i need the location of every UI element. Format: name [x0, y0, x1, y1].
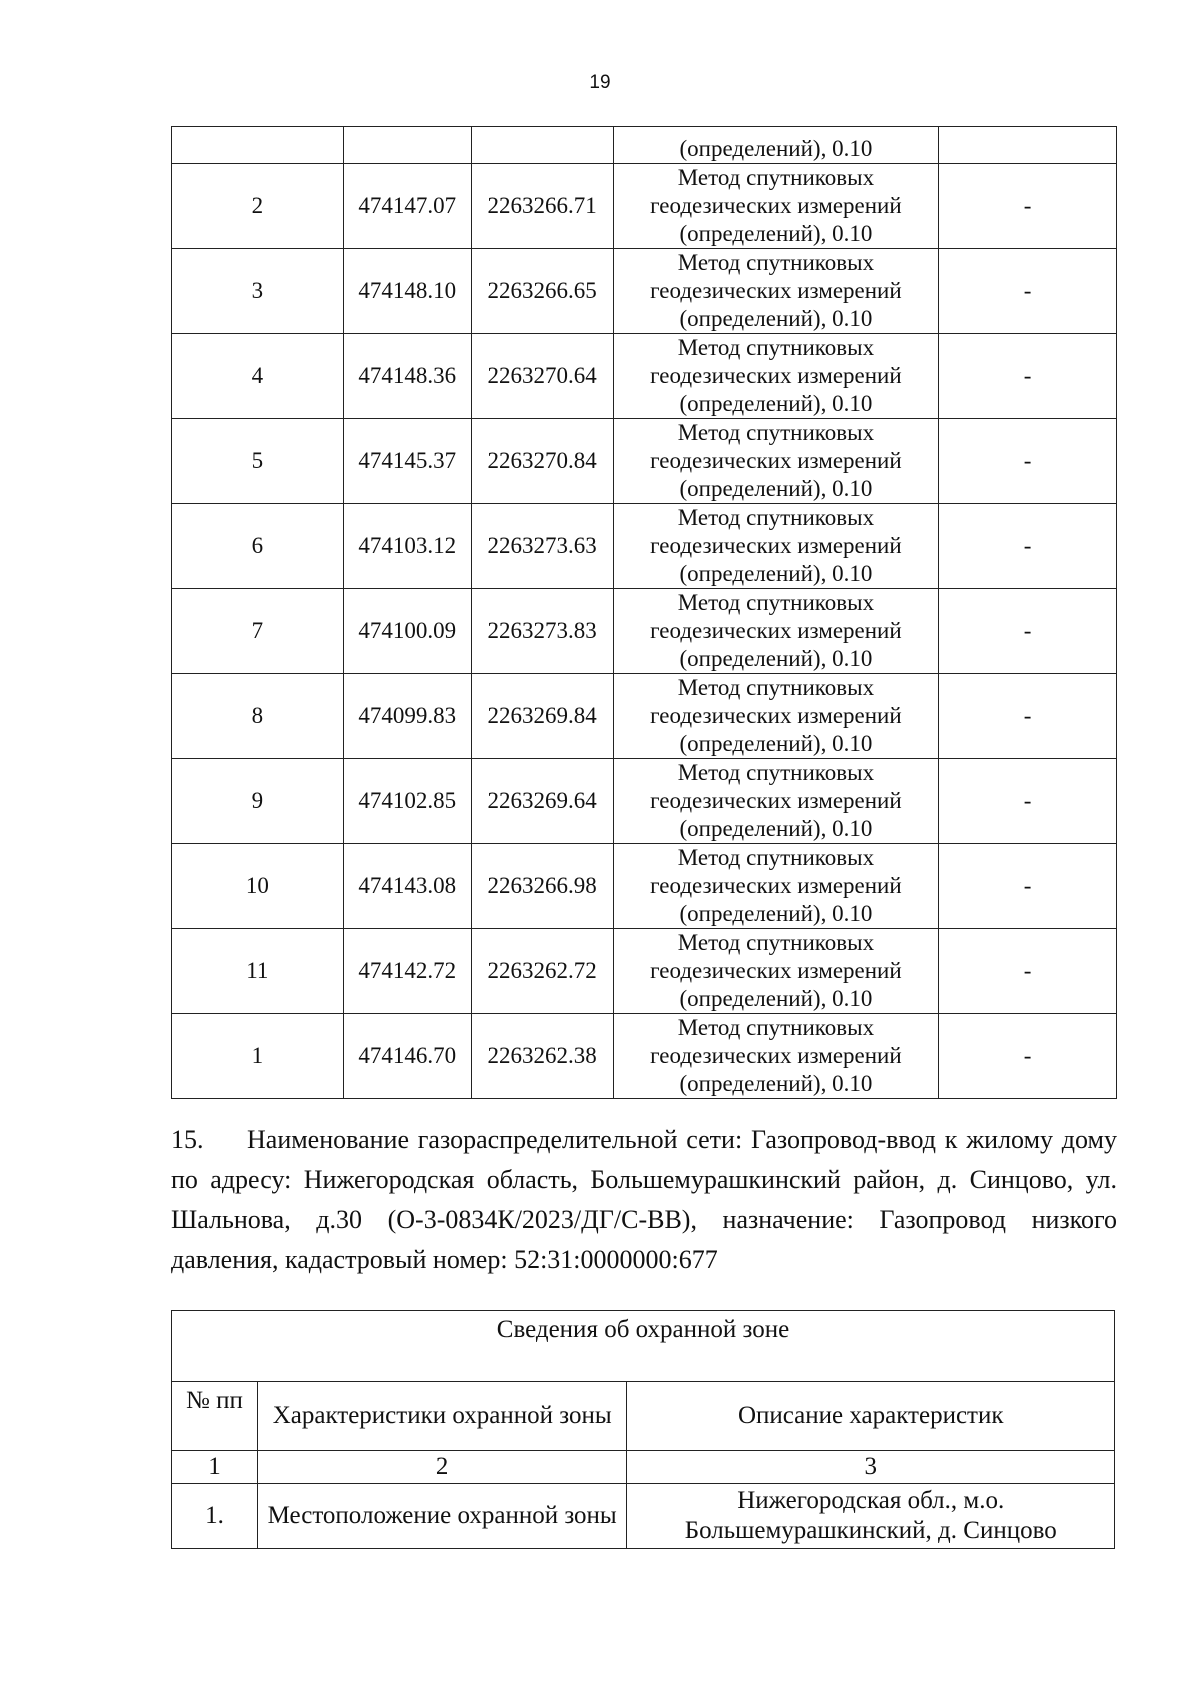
method-line: (определений), 0.10	[679, 986, 873, 1011]
method-line: (определений), 0.10	[679, 816, 873, 841]
method-cell	[613, 844, 939, 929]
x-coordinate-cell: 474142.72	[343, 929, 471, 1014]
table-row	[172, 249, 1117, 334]
method-cell	[613, 504, 939, 589]
characteristic-cell: Местоположение охранной зоны	[257, 1484, 627, 1549]
table-header-row	[172, 1382, 1115, 1451]
method-line: геодезических измерений	[650, 958, 902, 983]
table-row	[172, 1484, 1115, 1549]
x-coordinate-cell: 474146.70	[343, 1014, 471, 1099]
y-coordinate-cell: 2263273.63	[471, 504, 613, 589]
description-cell: -	[939, 504, 1117, 589]
y-coordinate-cell: 2263266.65	[471, 249, 613, 334]
point-number-cell: 4	[172, 334, 344, 419]
method-line: (определений), 0.10	[679, 561, 873, 586]
point-number-cell: 5	[172, 419, 344, 504]
table-row	[172, 127, 1117, 164]
method-line: Метод спутниковых	[677, 675, 875, 700]
table-row	[172, 164, 1117, 249]
table-row	[172, 844, 1117, 929]
description-cell: -	[939, 844, 1117, 929]
description-cell: Нижегородская обл., м.о. Большемурашкинский, д. Синцово	[627, 1484, 1115, 1549]
method-line: Метод спутниковых	[677, 1015, 875, 1040]
point-number-cell: 2	[172, 164, 344, 249]
x-coordinate-cell: 474145.37	[343, 419, 471, 504]
method-cell	[613, 674, 939, 759]
x-coordinate-cell: 474100.09	[343, 589, 471, 674]
method-line: (определений), 0.10	[679, 901, 873, 926]
point-number-cell: 7	[172, 589, 344, 674]
table-index-row	[172, 1451, 1115, 1484]
description-cell: -	[939, 334, 1117, 419]
method-line: Метод спутниковых	[677, 845, 875, 870]
method-line: геодезических измерений	[650, 703, 902, 728]
method-line: Метод спутниковых	[677, 930, 875, 955]
method-cell	[613, 419, 939, 504]
method-line: (определений), 0.10	[679, 1071, 873, 1096]
description-cell: -	[939, 674, 1117, 759]
description-cell: -	[939, 589, 1117, 674]
protection-zone-table	[171, 1310, 1115, 1549]
method-line: Метод спутниковых	[677, 165, 875, 190]
method-line: (определений), 0.10	[679, 221, 873, 246]
y-coordinate-cell: 2263266.98	[471, 844, 613, 929]
y-coordinate-cell: 2263270.64	[471, 334, 613, 419]
method-cell	[613, 929, 939, 1014]
index-cell: 1	[172, 1451, 258, 1484]
method-line: геодезических измерений	[650, 788, 902, 813]
method-line: геодезических измерений	[650, 873, 902, 898]
table-row	[172, 419, 1117, 504]
method-cell	[613, 1014, 939, 1099]
table-row	[172, 504, 1117, 589]
method-cell: (определений), 0.10	[613, 127, 939, 164]
row-number: 1.	[172, 1484, 258, 1549]
method-cell	[613, 249, 939, 334]
method-line: геодезических измерений	[650, 618, 902, 643]
point-number-cell: 8	[172, 674, 344, 759]
method-line: (определений), 0.10	[679, 391, 873, 416]
point-number-cell: 11	[172, 929, 344, 1014]
point-number-cell: 10	[172, 844, 344, 929]
method-line: геодезических измерений	[650, 448, 902, 473]
y-coordinate-cell: 2263269.64	[471, 759, 613, 844]
description-cell: -	[939, 164, 1117, 249]
method-cell	[613, 334, 939, 419]
network-description	[171, 1120, 1117, 1280]
point-number-cell: 9	[172, 759, 344, 844]
y-coordinate-cell: 2263273.83	[471, 589, 613, 674]
y-coordinate-cell: 2263262.72	[471, 929, 613, 1014]
method-line: геодезических измерений	[650, 278, 902, 303]
method-line: Метод спутниковых	[677, 335, 875, 360]
description-cell: -	[939, 759, 1117, 844]
table-row	[172, 929, 1117, 1014]
x-coordinate-cell: 474102.85	[343, 759, 471, 844]
column-header: Описание характеристик	[627, 1382, 1115, 1451]
description-cell: -	[939, 1014, 1117, 1099]
method-line: (определений), 0.10	[679, 731, 873, 756]
x-coordinate-cell: 474103.12	[343, 504, 471, 589]
paragraph-text: Наименование газораспределительной сети: Газопровод-ввод к жилому дому по адресу: Нижегородская область, Большемурашкинский район, д. Синцово, ул. Шальнова, д.30 (О-3-0834К/2023/ДГ/С-ВВ), назначение: Газопровод низкого давления, кадастровый номер: 52:31:0000000:677	[171, 1125, 1117, 1274]
method-line: геодезических измерений	[650, 533, 902, 558]
column-header: Характеристики охранной зоны	[257, 1382, 627, 1451]
method-line: Метод спутниковых	[677, 420, 875, 445]
index-cell: 2	[257, 1451, 627, 1484]
table-row	[172, 1014, 1117, 1099]
method-line: геодезических измерений	[650, 1043, 902, 1068]
method-line: (определений), 0.10	[679, 476, 873, 501]
table-row	[172, 759, 1117, 844]
y-coordinate-cell: 2263270.84	[471, 419, 613, 504]
method-line: (определений), 0.10	[679, 646, 873, 671]
description-cell: -	[939, 419, 1117, 504]
method-line: Метод спутниковых	[677, 760, 875, 785]
column-header: № пп	[172, 1382, 258, 1451]
y-coordinate-cell: 2263262.38	[471, 1014, 613, 1099]
table-row	[172, 674, 1117, 759]
point-number-cell: 6	[172, 504, 344, 589]
coordinates-table	[171, 126, 1117, 1099]
point-number-cell: 3	[172, 249, 344, 334]
x-coordinate-cell: 474148.10	[343, 249, 471, 334]
table-row	[172, 589, 1117, 674]
point-number-cell: 1	[172, 1014, 344, 1099]
y-coordinate-cell: 2263269.84	[471, 674, 613, 759]
method-line: геодезических измерений	[650, 363, 902, 388]
method-line: геодезических измерений	[650, 193, 902, 218]
table-title-row	[172, 1311, 1115, 1382]
description-cell: -	[939, 929, 1117, 1014]
table-row	[172, 334, 1117, 419]
method-cell	[613, 164, 939, 249]
table-title: Сведения об охранной зоне	[172, 1311, 1115, 1382]
x-coordinate-cell: 474099.83	[343, 674, 471, 759]
index-cell: 3	[627, 1451, 1115, 1484]
method-line: Метод спутниковых	[677, 505, 875, 530]
x-coordinate-cell: 474143.08	[343, 844, 471, 929]
method-line: (определений), 0.10	[679, 306, 873, 331]
x-coordinate-cell: 474148.36	[343, 334, 471, 419]
method-line: Метод спутниковых	[677, 250, 875, 275]
page-number: 19	[589, 72, 611, 93]
x-coordinate-cell: 474147.07	[343, 164, 471, 249]
method-cell	[613, 589, 939, 674]
description-cell: -	[939, 249, 1117, 334]
y-coordinate-cell: 2263266.71	[471, 164, 613, 249]
method-line: Метод спутниковых	[677, 590, 875, 615]
method-cell	[613, 759, 939, 844]
paragraph-number: 15.	[171, 1125, 204, 1154]
